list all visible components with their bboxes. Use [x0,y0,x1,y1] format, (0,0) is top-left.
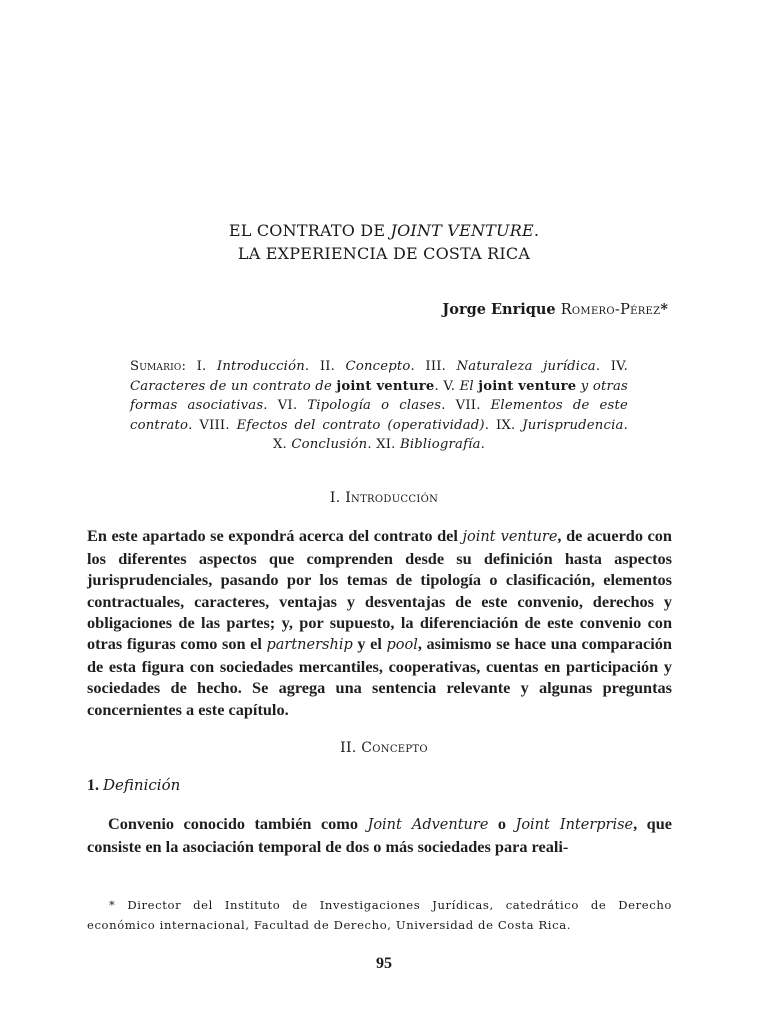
section-heading-introduccion: I. Introducción [329,490,439,506]
paragraph-introduccion: En este apartado se expondrá acerca del contrato del joint venture, de acuerdo con los diferentes aspectos que comprenden desde su definición hasta aspectos jurisprudenciales, pasando por los temas de tipología o clasificación, elementos contractuales, caracteres, ventajas y desventajas de este convenio, derechos y obligaciones de las partes; y, por supuesto, la diferenciación de este convenio con otras figuras como son el partnership y el pool, asimismo se hace una comparación de esta figura con sociedades mercantiles, cooperativas, cuentas en participación y sociedades de hecho. Se agrega una sentencia relevante y algunas preguntas concernientes a este capítulo. [87,526,672,719]
article-title [0,219,768,265]
title-line-1: EL CONTRATO DE JOINT VENTURE. [228,221,540,240]
author-line [442,301,668,318]
page-number: 95 [376,955,392,972]
author-given-name: Jorge Enrique [442,301,561,318]
subheading-definicion: 1. Definición [87,776,181,794]
footnote: * Director del Instituto de Investigaciones Jurídicas, catedrático de Derecho económico internacional, Facultad de Derecho, Universidad de Costa Rica. [87,898,672,932]
title-line-2: LA EXPERIENCIA DE COSTA RICA [237,244,531,263]
section-heading-concepto: II. Concepto [340,740,428,756]
summary-block: Sumario: I. Introducción. II. Concepto. III. Naturaleza jurídica. IV. Caracteres de un contrato de joint venture. V. El joint venture y otras formas asociativas. VI. Tipología o clases. VII. Elementos de este contrato. VIII. Efectos del contrato (operatividad). IX. Jurisprudencia. X. Conclusión. XI. Bibliografía. [130,359,629,452]
author-surname: Romero-Pérez [560,302,661,318]
footnote-mark: * [660,301,668,318]
title-italic-term: JOINT VENTURE [390,221,534,240]
paragraph-definicion: Convenio conocido también como Joint Adventure o Joint Interprise, que consiste en la asociación temporal de dos o más sociedades para reali- [87,814,673,857]
summary-label: Sumario [130,359,182,374]
